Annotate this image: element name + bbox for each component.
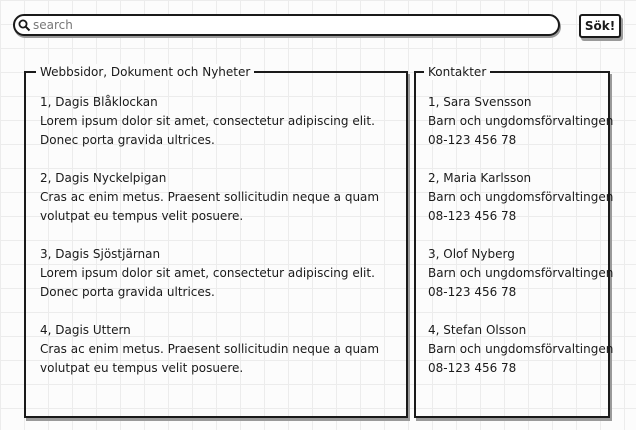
contacts-panel [414,65,614,418]
contact-phone: 08-123 456 78 [428,361,517,375]
document-item [40,93,375,150]
document-text-line: volutpat eu tempus velit posuere. [40,361,244,375]
document-text-line: Cras ac enim metus. Praesent sollicitudin neque a quam [40,190,380,204]
contact-item [428,245,613,302]
search-bar [13,14,560,36]
document-text-line: Lorem ipsum dolor sit amet, consectetur adipiscing elit. [40,266,375,280]
contact-item [428,169,613,226]
document-item [40,169,379,226]
document-title[interactable]: 3, Dagis Sjöstjärnan [40,247,161,261]
document-title[interactable]: 4, Dagis Uttern [40,323,131,337]
contact-phone: 08-123 456 78 [428,209,517,223]
search-button[interactable]: Sök! [579,14,621,38]
document-title[interactable]: 2, Dagis Nyckelpigan [40,171,167,185]
document-item [40,321,379,378]
contacts-panel-title: Kontakter [424,64,490,80]
contact-department: Barn och ungdomsförvaltingen [428,266,614,280]
contact-name[interactable]: 1, Sara Svensson [428,95,532,109]
contact-name[interactable]: 2, Maria Karlsson [428,171,532,185]
document-text-line: Lorem ipsum dolor sit amet, consectetur adipiscing elit. [40,114,375,128]
contact-name[interactable]: 3, Olof Nyberg [428,247,515,261]
contact-department: Barn och ungdomsförvaltingen [428,342,614,356]
document-text-line: Cras ac enim metus. Praesent sollicitudin neque a quam [40,342,380,356]
search-input[interactable] [33,17,553,33]
document-text-line: Donec porta gravida ultrices. [40,133,215,147]
search-icon [18,19,31,32]
document-title[interactable]: 1, Dagis Blåklockan [40,95,158,109]
contact-item [428,321,613,378]
contact-name[interactable]: 4, Stefan Olsson [428,323,527,337]
documents-panel [24,65,408,418]
contact-phone: 08-123 456 78 [428,133,517,147]
documents-panel-title: Webbsidor, Dokument och Nyheter [36,64,254,80]
document-text-line: volutpat eu tempus velit posuere. [40,209,244,223]
contact-item [428,93,613,150]
contact-department: Barn och ungdomsförvaltingen [428,114,614,128]
contact-department: Barn och ungdomsförvaltingen [428,190,614,204]
document-text-line: Donec porta gravida ultrices. [40,285,215,299]
contact-phone: 08-123 456 78 [428,285,517,299]
document-item [40,245,375,302]
